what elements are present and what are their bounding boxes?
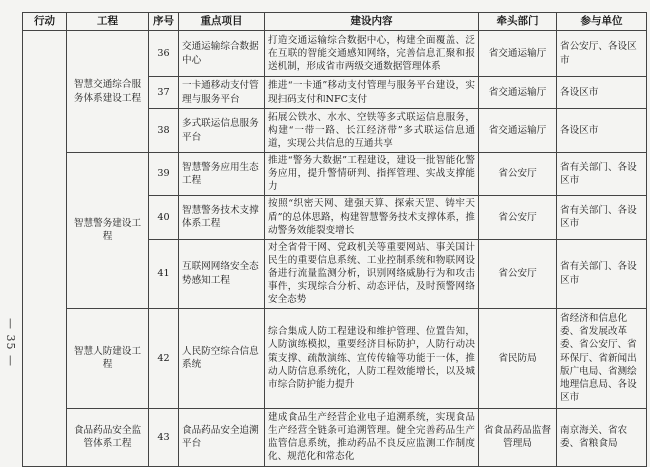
number-cell: 37 (149, 77, 179, 109)
participants-cell: 南京海关、省农委、省粮食局 (557, 408, 647, 466)
participants-cell: 各设区市 (557, 109, 647, 153)
project-cell: 人民防空综合信息系统 (179, 308, 265, 408)
lead-cell: 省公安厅 (479, 239, 557, 308)
engineering-cell: 智慧人防建设工程 (67, 308, 149, 408)
number-cell: 40 (149, 195, 179, 239)
number-cell: 39 (149, 153, 179, 196)
table-row (23, 31, 647, 77)
table-row (23, 153, 647, 196)
number-cell: 43 (149, 408, 179, 466)
header-project: 重点项目 (179, 13, 265, 31)
participants-cell: 省经济和信息化委、省发展改革委、省公安厅、省环保厅、省新闻出版广电局、省测绘地理信息局、各设区市 (557, 308, 647, 408)
table-header-row (23, 13, 647, 31)
table-row (23, 408, 647, 466)
participants-cell: 省公安厅、各设区市 (557, 31, 647, 77)
engineering-cell: 智慧警务建设工程 (67, 153, 149, 309)
lead-cell: 省交通运输厅 (479, 77, 557, 109)
header-engineering: 工程 (67, 13, 149, 31)
project-cell: 一卡通移动支付管理与服务平台 (179, 77, 265, 109)
project-cell: 互联网网络安全态势感知工程 (179, 239, 265, 308)
participants-cell: 省有关部门、各设区市 (557, 195, 647, 239)
content-cell: 建成食品生产经营企业电子追溯系统，实现食品生产经营全链条可追溯管理。健全完善药品生产监管信息系统，推动药品不良反应监测工作制度化、规范化和常态化 (265, 408, 479, 466)
participants-cell: 省有关部门、各设区市 (557, 153, 647, 196)
number-cell: 38 (149, 109, 179, 153)
lead-cell: 省公安厅 (479, 153, 557, 196)
table-row (23, 308, 647, 408)
project-table (22, 12, 647, 467)
action-cell (23, 31, 67, 467)
number-cell: 41 (149, 239, 179, 308)
content-cell: 对全省骨干网、党政机关等重要网站、事关国计民生的重要信息系统、工业控制系统和物联网设备进行流量监测分析，识别网络威胁行为和攻击事件，实现综合分析、动态评估，及时预警网络安全态势 (265, 239, 479, 308)
engineering-cell: 智慧交通综合服务体系建设工程 (67, 31, 149, 153)
project-cell: 多式联运信息服务平台 (179, 109, 265, 153)
header-number: 序号 (149, 13, 179, 31)
content-cell: 推进“警务大数据”工程建设，建设一批智能化警务应用，提升警情研判、指挥管理、实战支撑能力 (265, 153, 479, 196)
lead-cell: 省民防局 (479, 308, 557, 408)
engineering-cell: 食品药品安全监管体系工程 (67, 408, 149, 466)
participants-cell: 各设区市 (557, 77, 647, 109)
page-number: — 35 — (4, 318, 17, 367)
project-cell: 智慧警务技术支撑体系工程 (179, 195, 265, 239)
lead-cell: 省交通运输厅 (479, 109, 557, 153)
lead-cell: 省公安厅 (479, 195, 557, 239)
content-cell: 推进“一卡通”移动支付管理与服务平台建设，实现扫码支付和NFC支付 (265, 77, 479, 109)
project-cell: 交通运输综合数据中心 (179, 31, 265, 77)
content-cell: 按照“织密天网、建强天算、探索天罡、铸牢天盾”的总体思路，构建智慧警务技术支撑体系，推动警务效能裂变增长 (265, 195, 479, 239)
content-cell: 拓展公铁水、水水、空铁等多式联运信息服务，构建“一带一路、长江经济带”多式联运信息通道，实现公共信息的互通共享 (265, 109, 479, 153)
content-cell: 打造交通运输综合数据中心，构建全面覆盖、泛在互联的智能交通感知网络，完善信息汇聚和报送机制，形成省市两级交通数据管理体系 (265, 31, 479, 77)
number-cell: 36 (149, 31, 179, 77)
number-cell: 42 (149, 308, 179, 408)
participants-cell: 省有关部门、各设区市 (557, 239, 647, 308)
header-lead: 牵头部门 (479, 13, 557, 31)
content-cell: 综合集成人防工程建设和维护管理、位置告知，人防演练模拟，重要经济目标防护，人防行动决策支撑、疏散演练、宣传传输等功能于一体，推动人防信息系统化，人防工程效能增长，以及城市综合防护能力提升 (265, 308, 479, 408)
project-cell: 智慧警务应用生态工程 (179, 153, 265, 196)
project-cell: 食品药品安全追溯平台 (179, 408, 265, 466)
lead-cell: 省交通运输厅 (479, 31, 557, 77)
header-action: 行动 (23, 13, 67, 31)
lead-cell: 省食品药品监督管理局 (479, 408, 557, 466)
header-content: 建设内容 (265, 13, 479, 31)
header-participants: 参与单位 (557, 13, 647, 31)
